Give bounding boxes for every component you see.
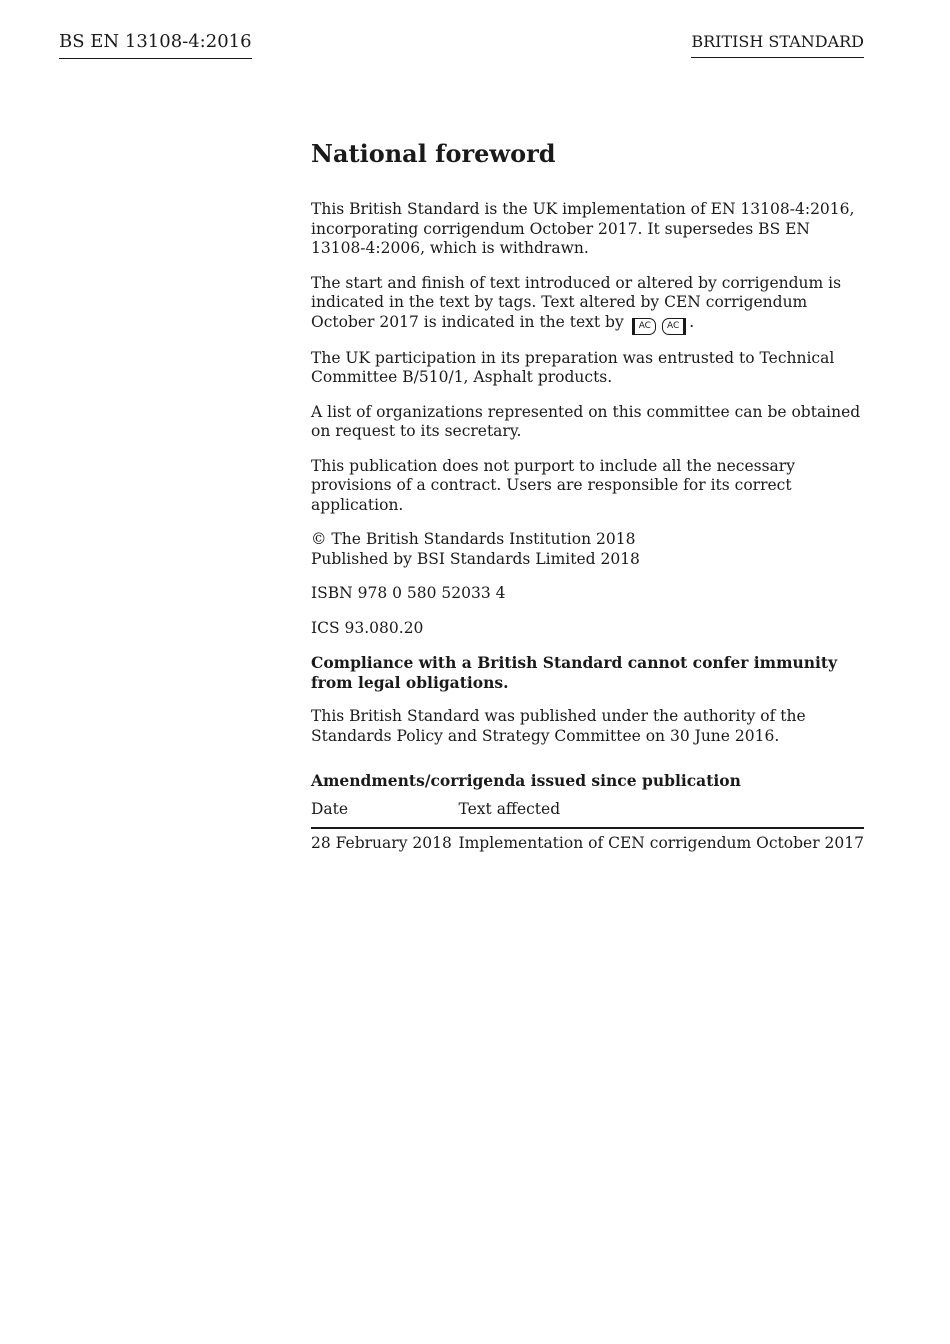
organizations-paragraph: A list of organizations represented on this committee can be obtained on request to its secretary. (311, 402, 861, 440)
page-title: National foreword (311, 139, 556, 168)
committee-paragraph: The UK participation in its preparation was entrusted to Technical Committee B/510/1, Asphalt products. (311, 348, 835, 386)
amendments-title: Amendments/corrigenda issued since publication (311, 771, 741, 790)
copyright-block (311, 530, 864, 569)
contract-paragraph: This publication does not purport to include all the necessary provisions of a contract. Users are responsible for its correct application. (311, 456, 795, 514)
national-foreword (311, 138, 864, 853)
amendment-date: 28 February 2018 (311, 834, 452, 852)
amendments-header-row (311, 799, 864, 828)
corrigendum-tags-end: . (689, 312, 695, 331)
ac-open-tag-icon: AC (632, 318, 656, 335)
corrigendum-tags-text: The start and finish of text introduced or altered by corrigendum is indicated in the text by tags. Text altered by CEN corrigendum October 2017 is indicated in the text by (311, 273, 842, 331)
text-affected-column-header: Text affected (458, 799, 864, 828)
compliance-statement: Compliance with a British Standard cannot confer immunity from legal obligations. (311, 653, 838, 692)
document-id: BS EN 13108-4:2016 (59, 30, 252, 59)
corrigendum-tags-paragraph (311, 274, 864, 334)
copyright-line: © The British Standards Institution 2018 (311, 530, 636, 548)
date-column-header: Date (311, 799, 458, 828)
amendment-text: Implementation of CEN corrigendum October 2017 (458, 834, 864, 852)
amendments-table (311, 799, 864, 853)
ac-close-tag-icon: AC (662, 318, 686, 335)
authority-paragraph: This British Standard was published under the authority of the Standards Policy and Strategy Committee on 30 June 2016. (311, 707, 806, 745)
document-type: BRITISH STANDARD (691, 31, 864, 58)
isbn: ISBN 978 0 580 52033 4 (311, 584, 506, 602)
implementation-paragraph: This British Standard is the UK implementation of EN 13108-4:2016, incorporating corrigendum October 2017. It supersedes BS EN 13108-4:2006, which is withdrawn. (311, 200, 855, 257)
ics: ICS 93.080.20 (311, 618, 424, 637)
table-row (311, 828, 864, 853)
publisher-line: Published by BSI Standards Limited 2018 (311, 549, 640, 568)
